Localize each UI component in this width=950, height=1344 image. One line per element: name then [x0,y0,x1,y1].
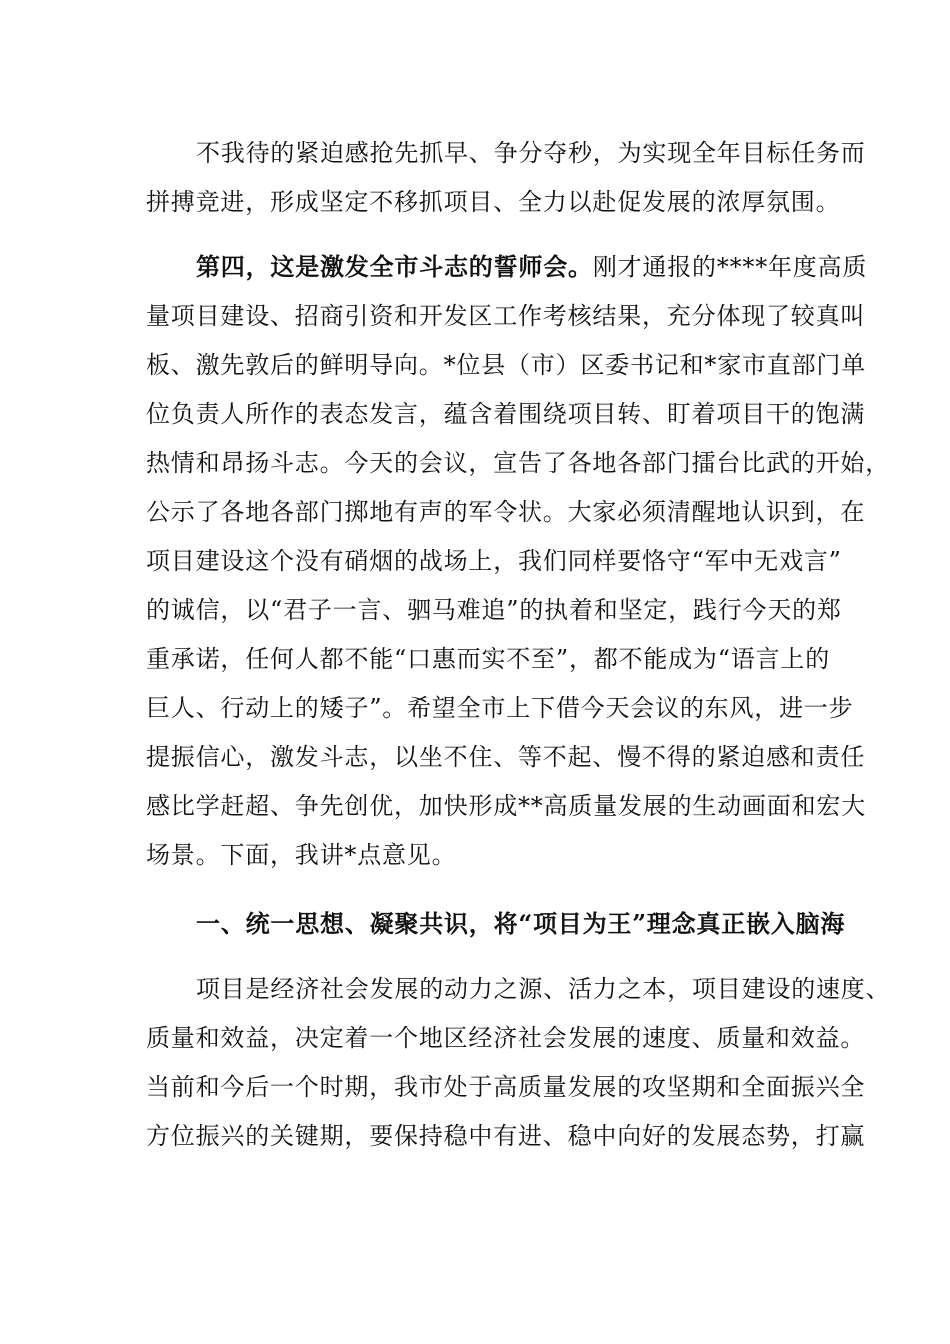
paragraph-line: 拼搏竞进，形成坚定不移抓项目、全力以赴促发展的浓厚氛围。 [146,188,841,216]
paragraph-line: 项目是经济社会发展的动力之源、活力之本，项目建设的速度、 [196,975,891,1003]
paragraph-line: 的诚信，以“君子一言、驷马难追”的执着和坚定，践行今天的郑 [146,596,842,624]
paragraph-line: 板、激先敦后的鲜明导向。*位县（市）区委书记和*家市直部门单 [146,351,866,379]
paragraph-line: 项目建设这个没有硝烟的战场上，我们同样要恪守“军中无戏言” [146,547,842,575]
paragraph-line: 感比学赶超、争先创优，加快形成**高质量发展的生动画面和宏大 [146,792,866,820]
paragraph-line: 不我待的紧迫感抢先抓早、争分夺秒，为实现全年目标任务而 [196,139,866,167]
paragraph-line: 位负责人所作的表态发言，蕴含着围绕项目转、盯着项目干的饱满 [146,400,866,428]
section-heading: 一、统一思想、凝聚共识，将“项目为王”理念真正嵌入脑海 [196,909,846,938]
paragraph-line: 提振信心，激发斗志，以坐不住、等不起、慢不得的紧迫感和责任 [146,743,866,771]
paragraph-lead-bold: 第四，这是激发全市斗志的誓师会。 [196,252,593,281]
paragraph-line: 量项目建设、招商引资和开发区工作考核结果，充分体现了较真叫 [146,302,866,330]
paragraph-line: 热情和昂扬斗志。今天的会议，宣告了各地各部门擂台比武的开始， [146,449,890,477]
paragraph-line: 当前和今后一个时期，我市处于高质量发展的攻坚期和全面振兴全 [146,1073,866,1101]
paragraph-lead-rest: 刚才通报的****年度高质 [592,253,868,281]
paragraph-line: 方位振兴的关键期，要保持稳中有进、稳中向好的发展态势，打赢 [146,1122,866,1150]
paragraph-line: 质量和效益，决定着一个地区经济社会发展的速度、质量和效益。 [146,1024,866,1052]
paragraph-line: 重承诺，任何人都不能“口惠而实不至”，都不能成为“语言上的 [146,645,831,673]
paragraph-line: 巨人、行动上的矮子”。希望全市上下借今天会议的东风，进一步 [146,694,854,722]
paragraph-line: 公示了各地各部门掷地有声的军令状。大家必须清醒地认识到，在 [146,498,866,526]
paragraph-first-line [196,251,876,283]
paragraph-line: 场景。下面，我讲*点意见。 [146,841,457,869]
